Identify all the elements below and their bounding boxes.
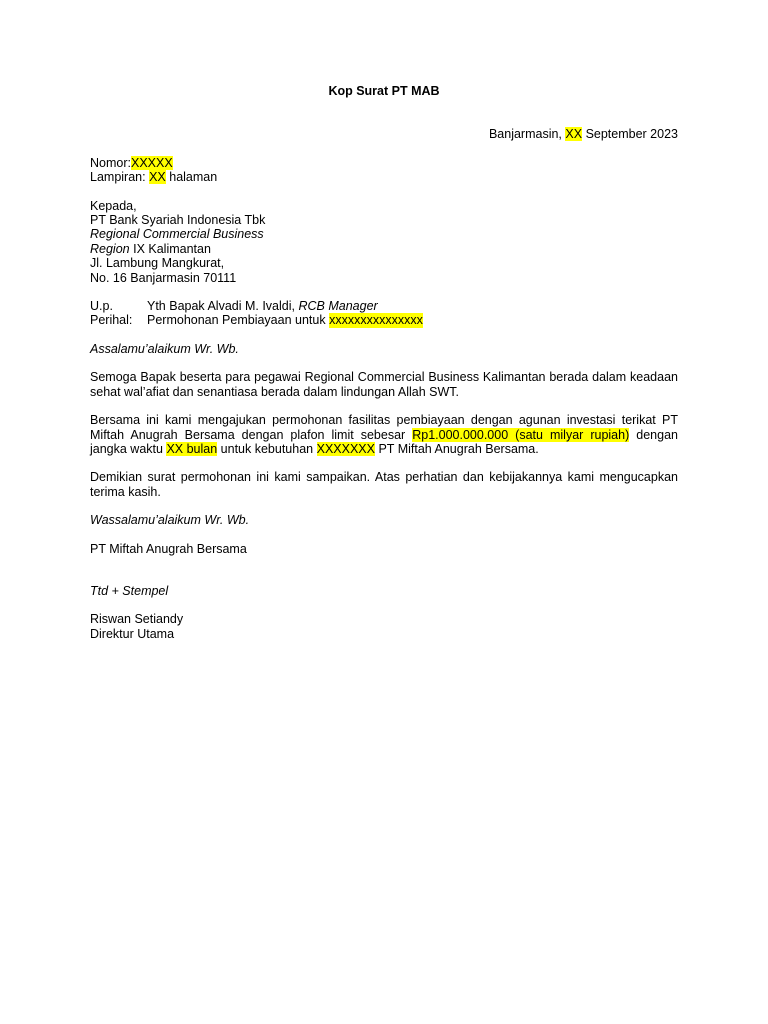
recipient-city: No. 16 Banjarmasin 70111 xyxy=(90,270,237,285)
paragraph-request xyxy=(90,413,678,456)
letter-date xyxy=(90,127,678,141)
up-label: U.p. xyxy=(90,299,113,314)
letter-body xyxy=(90,84,678,641)
closing-salutation: Wassalamu’alaikum Wr. Wb. xyxy=(90,513,250,528)
date-day-placeholder: XX xyxy=(565,127,583,142)
recipient-region-value: IX Kalimantan xyxy=(133,241,211,256)
lampiran-value: XX xyxy=(149,170,166,185)
recipient-name: PT Bank Syariah Indonesia Tbk xyxy=(90,213,266,228)
recipient-block xyxy=(90,199,678,285)
lampiran-line xyxy=(90,170,678,184)
perihal-placeholder: xxxxxxxxxxxxxxx xyxy=(329,313,423,328)
attention-block xyxy=(90,299,678,328)
paragraph-greeting: Semoga Bapak beserta para pegawai Regional Commercial Business Kalimantan berada dalam keadaan sehat wal’afiat dan senantiasa berada dalam lindungan Allah SWT. xyxy=(90,370,678,399)
request-duration: XX bulan xyxy=(166,441,218,456)
letterhead-title: Kop Surat PT MAB xyxy=(328,84,440,98)
reference-block xyxy=(90,156,678,185)
request-amount: Rp1.000.000.000 (satu milyar rupiah) xyxy=(412,427,630,442)
opening-salutation: Assalamu’alaikum Wr. Wb. xyxy=(90,341,239,356)
request-purpose: XXXXXXX xyxy=(316,441,375,456)
date-city: Banjarmasin, xyxy=(488,127,562,142)
perihal-label: Perihal: xyxy=(90,313,133,328)
signature-note: Ttd + Stempel xyxy=(90,583,169,598)
recipient-dept: Regional Commercial Business xyxy=(90,227,264,242)
up-value: Yth Bapak Alvadi M. Ivaldi, xyxy=(147,299,295,314)
nomor-line xyxy=(90,156,678,170)
perihal-line xyxy=(90,313,678,327)
recipient-greeting: Kepada, xyxy=(90,198,137,213)
up-role: RCB Manager xyxy=(298,299,378,314)
up-line xyxy=(90,299,678,313)
recipient-region xyxy=(90,242,678,256)
perihal-value: Permohonan Pembiayaan untuk xyxy=(147,313,326,328)
request-text-2: dengan jangka waktu xyxy=(90,427,678,456)
request-text-4: PT Miftah Anugrah Bersama. xyxy=(378,441,539,456)
request-text-1: Bersama ini kami mengajukan permohonan fasilitas pembiayaan dengan agunan investasi terikat PT Miftah Anugrah Bersama dengan plafon limit sebesar xyxy=(90,413,678,442)
recipient-street: Jl. Lambung Mangkurat, xyxy=(90,256,225,271)
signer-title: Direktur Utama xyxy=(90,626,175,641)
date-month-year: September 2023 xyxy=(585,127,678,142)
lampiran-label: Lampiran: xyxy=(90,170,146,185)
lampiran-suffix: halaman xyxy=(169,170,218,185)
request-text-3: untuk kebutuhan xyxy=(220,441,314,456)
signer-block xyxy=(90,612,678,641)
sender-company: PT Miftah Anugrah Bersama xyxy=(90,541,247,556)
nomor-label: Nomor: xyxy=(90,155,131,170)
nomor-value: XXXXX xyxy=(130,155,173,170)
signer-name: Riswan Setiandy xyxy=(90,612,184,627)
paragraph-closing: Demikian surat permohonan ini kami sampaikan. Atas perhatian dan kebijakannya kami mengucapkan terima kasih. xyxy=(90,470,678,499)
recipient-region-label: Region xyxy=(90,241,130,256)
